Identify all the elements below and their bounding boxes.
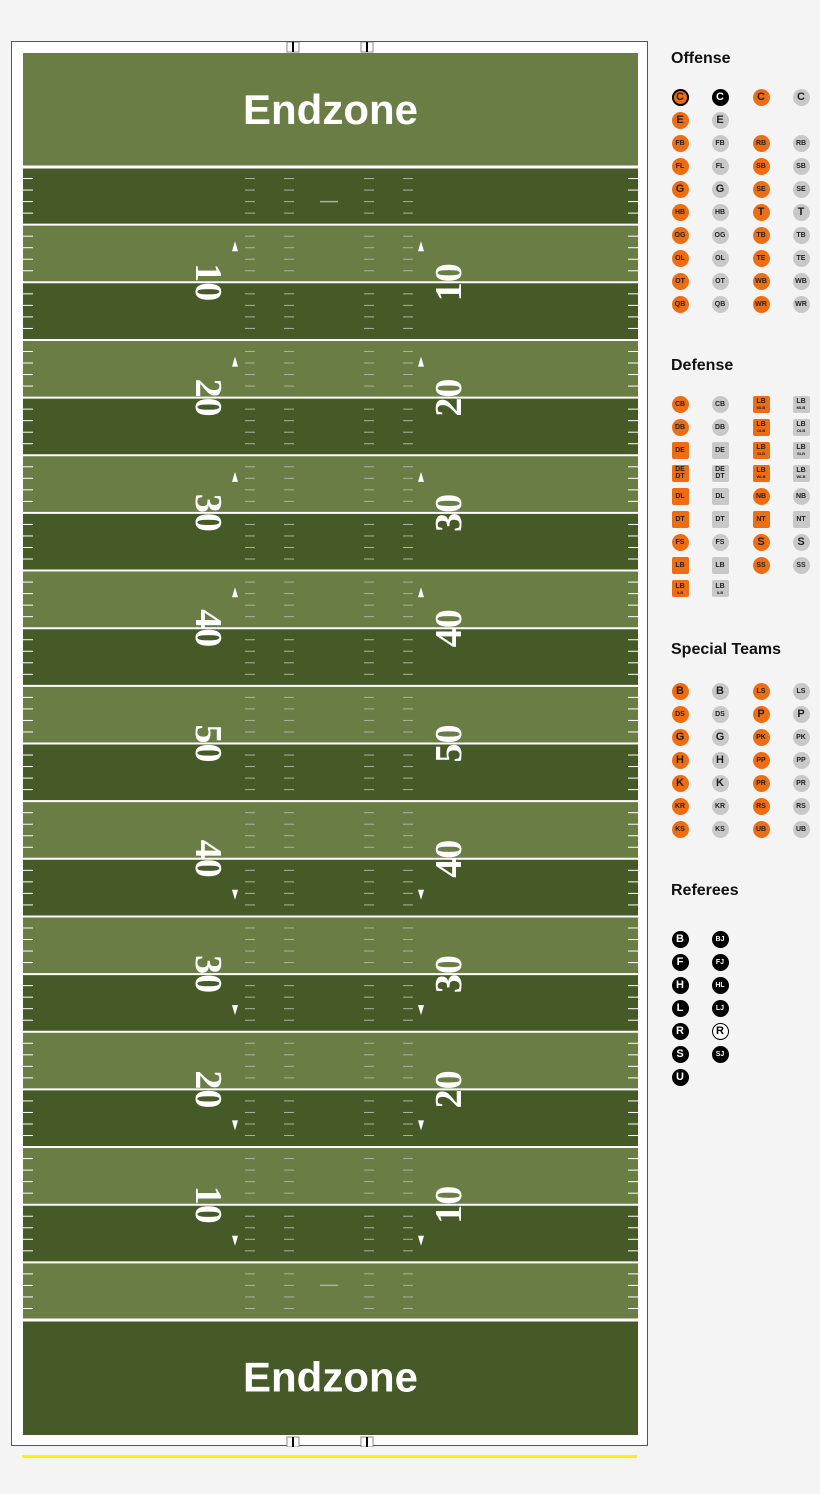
position-token <box>712 1046 729 1063</box>
token-label: CB <box>714 400 726 408</box>
token-label: CB <box>674 400 686 408</box>
yard-number-left: 20 <box>187 378 229 417</box>
token-label: K <box>716 776 724 789</box>
legend-section-title: Referees <box>671 882 739 899</box>
position-token <box>712 706 729 723</box>
position-token <box>672 821 689 838</box>
token-label: LS <box>796 687 806 695</box>
position-token <box>672 89 689 106</box>
token-label: LB <box>796 398 806 405</box>
position-token <box>793 798 810 815</box>
position-token <box>712 158 729 175</box>
position-token <box>672 158 689 175</box>
position-token <box>753 706 770 723</box>
field-stripe <box>23 744 638 802</box>
token-label: B <box>676 932 684 945</box>
token-label: S <box>676 1048 684 1060</box>
token-label: P <box>797 707 805 720</box>
token-label: LB <box>796 421 806 429</box>
token-label: G <box>675 182 685 195</box>
token-label: QB <box>674 301 686 309</box>
token-label: RS <box>796 803 806 810</box>
token-label: OT <box>675 278 685 286</box>
yard-number-left: 10 <box>187 263 229 302</box>
token-label: DT <box>715 516 725 523</box>
position-token <box>793 296 810 313</box>
token-label: R <box>716 1024 724 1037</box>
position-token <box>753 775 770 792</box>
position-token <box>753 250 770 267</box>
position-token <box>793 273 810 290</box>
token-label: H <box>676 978 684 991</box>
position-token <box>672 752 689 769</box>
position-token <box>793 250 810 267</box>
token-label: LS <box>756 687 766 695</box>
position-token <box>753 511 770 528</box>
position-token <box>672 706 689 723</box>
field-stripe <box>23 686 638 744</box>
token-label: RS <box>756 803 766 810</box>
position-token <box>793 181 810 198</box>
position-token <box>672 488 689 505</box>
position-token <box>753 396 770 413</box>
token-label: BJ <box>715 935 725 943</box>
position-token <box>672 683 689 700</box>
token-label: PP <box>756 756 766 764</box>
token-label: LB <box>675 562 685 570</box>
field-stripe <box>23 1147 638 1205</box>
position-token <box>753 89 770 106</box>
position-token <box>712 1000 729 1017</box>
token-label: NT <box>756 516 766 523</box>
position-token <box>793 227 810 244</box>
token-sublabel: SLB <box>797 451 805 457</box>
position-token <box>672 954 689 971</box>
position-token <box>712 250 729 267</box>
yard-number-right: 50 <box>428 724 470 763</box>
position-token <box>672 1046 689 1063</box>
position-token <box>753 273 770 290</box>
position-token <box>793 465 810 482</box>
token-label: OT <box>715 278 725 286</box>
token-label: LB <box>796 444 806 452</box>
field-stripe <box>23 1032 638 1090</box>
token-label: FL <box>675 162 685 170</box>
legend-section-title: Defense <box>671 357 734 374</box>
position-token <box>753 729 770 746</box>
token-label: KR <box>674 803 686 810</box>
token-label: DE <box>715 446 725 454</box>
token-label: S <box>797 536 805 549</box>
position-token <box>793 204 810 221</box>
token-label: NB <box>795 492 807 500</box>
position-token <box>753 683 770 700</box>
token-label: L <box>676 1001 684 1014</box>
position-token <box>672 135 689 152</box>
token-label: PR <box>796 779 806 787</box>
position-token <box>712 729 729 746</box>
position-token <box>712 931 729 948</box>
token-label: LB <box>756 467 766 475</box>
position-token <box>712 442 729 459</box>
position-token <box>793 511 810 528</box>
position-token <box>712 557 729 574</box>
yard-number-right: 40 <box>428 609 470 648</box>
position-token <box>712 977 729 994</box>
position-token <box>712 798 729 815</box>
position-token <box>753 227 770 244</box>
token-label: UB <box>795 826 807 834</box>
field-stripe <box>23 1205 638 1263</box>
token-label: RB <box>755 139 767 147</box>
token-label: C <box>716 90 724 103</box>
position-token <box>712 534 729 551</box>
token-label: TE <box>756 255 766 263</box>
token-sublabel: MLB <box>756 405 766 410</box>
position-token <box>712 1023 729 1040</box>
token-label: SB <box>756 162 766 170</box>
position-token <box>793 821 810 838</box>
token-label: R <box>676 1024 684 1037</box>
position-token <box>672 977 689 994</box>
position-token <box>712 419 729 436</box>
position-token <box>672 729 689 746</box>
token-sublabel: OLB <box>756 428 766 434</box>
yard-number-right: 30 <box>428 493 470 532</box>
position-token <box>672 775 689 792</box>
token-label: DB <box>714 423 726 431</box>
token-sublabel: WLB <box>756 474 766 480</box>
token-label: NB <box>755 492 767 500</box>
field-stripe <box>23 916 638 974</box>
field-stripe <box>23 1262 638 1320</box>
token-label: LB <box>715 562 725 570</box>
position-token <box>672 465 689 482</box>
token-label: DS <box>715 710 725 718</box>
position-token <box>672 250 689 267</box>
token-label: DB <box>674 423 686 431</box>
position-token <box>672 580 689 597</box>
field-stripe <box>23 167 638 225</box>
token-label: WB <box>755 278 767 286</box>
token-label: FB <box>675 139 685 147</box>
yard-number-left: 30 <box>187 955 229 994</box>
token-label: DT <box>675 516 685 523</box>
token-label: SJ <box>715 1051 725 1058</box>
legend-section-title: Offense <box>671 50 731 67</box>
token-sublabel: ILB <box>716 589 724 595</box>
token-label: H <box>676 753 684 766</box>
token-label: LB <box>796 467 806 475</box>
position-token <box>793 706 810 723</box>
token-label: FS <box>715 539 725 547</box>
token-label: QB <box>714 301 726 309</box>
position-token <box>672 296 689 313</box>
position-token <box>793 419 810 436</box>
token-sublabel: OLB <box>796 428 806 434</box>
field-stripe <box>23 628 638 686</box>
token-label: P <box>757 707 765 720</box>
token-sublabel: MLB <box>796 405 806 410</box>
position-token <box>753 465 770 482</box>
token-label: UB <box>755 826 767 834</box>
position-token <box>712 181 729 198</box>
yard-number-left: 10 <box>187 1185 229 1224</box>
field-stripe <box>23 801 638 859</box>
position-token <box>712 580 729 597</box>
token-label: OL <box>675 255 685 263</box>
token-label: G <box>715 182 725 195</box>
football-field <box>11 41 648 1446</box>
token-label: KS <box>715 826 725 834</box>
field-stripe <box>23 282 638 340</box>
token-label: FS <box>675 539 685 547</box>
position-token <box>712 488 729 505</box>
token-label: PK <box>796 733 806 741</box>
position-token <box>753 557 770 574</box>
position-token <box>793 534 810 551</box>
token-label: WR <box>795 301 807 309</box>
position-token <box>793 442 810 459</box>
position-token <box>672 798 689 815</box>
position-token <box>712 227 729 244</box>
yard-number-right: 10 <box>428 263 470 302</box>
field-stripe <box>23 571 638 629</box>
token-label: C <box>676 90 684 103</box>
token-label: G <box>715 730 725 743</box>
token-label: KS <box>675 826 685 834</box>
token-label: TB <box>796 232 806 240</box>
position-token <box>753 534 770 551</box>
position-token <box>672 534 689 551</box>
position-token <box>712 112 729 129</box>
token-label: WB <box>795 278 807 286</box>
yard-number-right: 20 <box>428 1070 470 1109</box>
field-stripe <box>23 974 638 1032</box>
token-label: DE <box>675 446 685 454</box>
token-label: DS <box>675 710 685 718</box>
position-token <box>672 511 689 528</box>
token-label: E <box>676 113 684 126</box>
token-label: HB <box>714 209 726 216</box>
token-label: F <box>676 955 684 968</box>
token-label: OL <box>715 255 725 263</box>
token-label: FJ <box>715 958 725 966</box>
token-label: OG <box>674 232 686 240</box>
position-token <box>712 135 729 152</box>
token-label: E <box>716 113 724 126</box>
token-sublabel: DT <box>715 473 725 481</box>
token-label: PK <box>756 733 766 741</box>
position-token <box>712 775 729 792</box>
position-token <box>712 683 729 700</box>
token-label: T <box>797 206 805 218</box>
position-token <box>712 89 729 106</box>
token-label: HB <box>674 209 686 216</box>
token-label: NT <box>796 516 806 523</box>
position-token <box>753 204 770 221</box>
position-token <box>712 954 729 971</box>
position-token <box>672 396 689 413</box>
token-label: OG <box>714 232 726 240</box>
position-token <box>672 112 689 129</box>
position-token <box>793 396 810 413</box>
position-token <box>712 821 729 838</box>
position-token <box>712 204 729 221</box>
position-token <box>753 296 770 313</box>
yard-number-left: 40 <box>187 839 229 878</box>
position-token <box>753 752 770 769</box>
position-token <box>712 396 729 413</box>
token-label: RB <box>795 139 807 147</box>
yard-number-left: 50 <box>187 724 229 763</box>
position-token <box>672 181 689 198</box>
position-token <box>793 89 810 106</box>
token-label: HL <box>715 981 725 989</box>
position-token <box>672 419 689 436</box>
yard-number-right: 10 <box>428 1185 470 1224</box>
position-token <box>793 135 810 152</box>
endzone-bottom-label: Endzone <box>243 1353 418 1401</box>
position-token <box>753 488 770 505</box>
token-label: SS <box>796 562 806 570</box>
position-token <box>712 273 729 290</box>
token-label: KR <box>714 803 726 810</box>
legend-section-title: Special Teams <box>671 641 781 658</box>
token-label: SE <box>796 185 806 193</box>
token-label: K <box>676 776 684 789</box>
token-label: B <box>716 684 724 697</box>
position-token <box>672 227 689 244</box>
yard-number-left: 20 <box>187 1070 229 1109</box>
token-label: LB <box>756 444 766 452</box>
token-label: DL <box>715 492 725 500</box>
yard-number-left: 40 <box>187 609 229 648</box>
position-token <box>793 752 810 769</box>
token-label: DL <box>675 492 685 500</box>
yard-number-right: 40 <box>428 839 470 878</box>
endzone-top-label: Endzone <box>243 86 418 133</box>
position-token <box>672 1023 689 1040</box>
yard-number-right: 30 <box>428 955 470 994</box>
token-label: LB <box>756 421 766 429</box>
token-label: DE <box>675 466 685 474</box>
token-label: C <box>797 90 805 103</box>
token-label: LB <box>756 398 766 405</box>
field-stripe <box>23 859 638 917</box>
field-stripe <box>23 1089 638 1147</box>
token-label: PR <box>756 779 766 787</box>
position-token <box>793 158 810 175</box>
token-sublabel: DT <box>675 473 685 481</box>
position-token <box>793 488 810 505</box>
position-token <box>793 729 810 746</box>
yard-number-left: 30 <box>187 493 229 532</box>
position-token <box>753 158 770 175</box>
position-token <box>672 557 689 574</box>
token-label: SE <box>756 185 766 193</box>
token-label: U <box>676 1071 684 1084</box>
position-token <box>712 511 729 528</box>
position-token <box>672 931 689 948</box>
token-sublabel: ILB <box>676 589 684 595</box>
yard-number-right: 20 <box>428 378 470 417</box>
position-token <box>753 181 770 198</box>
field-stripe <box>23 455 638 513</box>
token-label: S <box>757 536 765 549</box>
token-label: TB <box>756 232 766 240</box>
token-sublabel: SLB <box>757 451 765 457</box>
position-token <box>793 557 810 574</box>
position-token <box>712 465 729 482</box>
position-token <box>793 775 810 792</box>
field-drawing <box>12 42 649 1447</box>
field-stripe <box>23 225 638 283</box>
token-label: T <box>757 206 765 218</box>
token-label: C <box>757 90 765 103</box>
position-token <box>672 204 689 221</box>
token-label: FL <box>715 162 725 170</box>
position-token <box>793 683 810 700</box>
token-label: DE <box>715 466 725 474</box>
token-label: LB <box>675 582 685 590</box>
token-label: G <box>675 730 685 743</box>
token-label: SS <box>756 562 766 570</box>
token-label: LB <box>715 582 725 590</box>
position-token <box>753 821 770 838</box>
position-token <box>672 442 689 459</box>
position-token <box>753 135 770 152</box>
position-token <box>753 442 770 459</box>
token-label: PP <box>796 756 806 764</box>
field-stripe <box>23 513 638 571</box>
token-sublabel: WLB <box>796 474 806 480</box>
token-label: SB <box>796 162 806 170</box>
token-label: WR <box>755 301 767 309</box>
position-token <box>712 296 729 313</box>
yellow-line <box>22 1455 637 1458</box>
token-label: FB <box>715 139 725 147</box>
position-token <box>672 1000 689 1017</box>
position-token <box>753 419 770 436</box>
position-token <box>672 273 689 290</box>
position-token <box>712 752 729 769</box>
position-token <box>753 798 770 815</box>
token-label: LJ <box>715 1004 725 1012</box>
field-stripe <box>23 340 638 398</box>
token-label: H <box>716 753 724 766</box>
token-label: TE <box>796 255 806 263</box>
field-stripe <box>23 398 638 456</box>
position-token <box>672 1069 689 1086</box>
token-label: B <box>676 684 684 697</box>
